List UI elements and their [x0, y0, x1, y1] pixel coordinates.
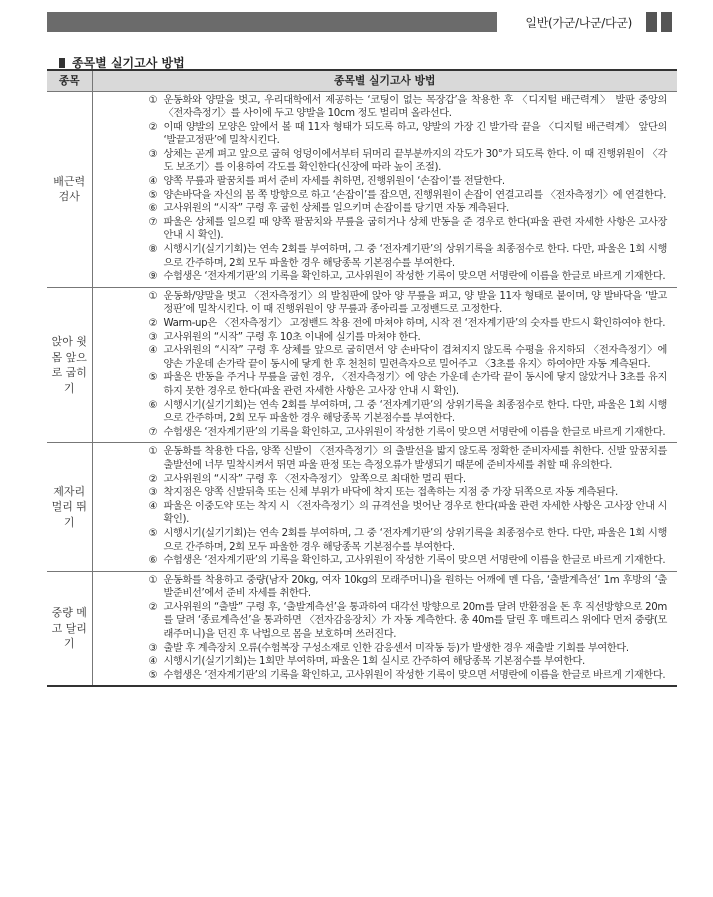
item-number: ④	[148, 656, 158, 668]
method-cell	[92, 571, 677, 686]
item-number: ④	[148, 500, 158, 512]
method-item	[149, 486, 668, 500]
item-text: 상체는 곧게 펴고 앞으로 굽혀 엉덩이에서부터 뒤머리 끝부분까지의 각도가 30°가 되도록 한다. 이 때 진행위원이 〈각도 보조기〉를 이용하여 각도를 확인한다(신장에 따라 높이 조절).	[163, 148, 667, 174]
event-name: 배근력 검사	[47, 91, 92, 287]
header-blocks	[642, 12, 677, 32]
item-number: ①	[148, 574, 158, 586]
method-item	[149, 500, 668, 527]
square-bullet-icon	[59, 58, 65, 68]
item-text: 착지점은 양쪽 신발뒤축 또는 신체 부위가 바닥에 착지 또는 접촉하는 지점 중 가장 뒤쪽으로 자동 계측된다.	[163, 487, 618, 499]
item-number: ⑤	[148, 527, 158, 539]
header-bar	[47, 12, 497, 32]
item-number: ③	[148, 331, 158, 343]
header-block-2	[661, 12, 672, 32]
item-number: ⑥	[148, 555, 158, 567]
item-number: ②	[148, 318, 158, 329]
item-number: ①	[148, 446, 158, 458]
item-number: ⑦	[148, 216, 158, 228]
item-text: 고사위원의 “시작” 구령 후 상체를 앞으로 굽히면서 양 손바닥이 겹쳐지지 않도록 수평을 유지하되 〈전자측정기〉에 양손 가운데 손가락 끝이 동시에 닿게 한 후 천천히 밀련측자으로 밀어주고 〈3초를 유지〉하여야만 자동 계측된다.	[163, 345, 667, 370]
table-header-row	[47, 70, 677, 91]
item-text: 고사위원의 “출발” 구령 후, ‘출발계측선’을 통과하여 대각선 방향으로 20m를 달려 반환점을 돈 후 직선방향으로 20m를 달려 ‘종료계측선’을 통과하면 〈전자감응장치〉가 자동 계측한다. 총 40m를 달린 후 매트리스 위에다 먼저 중량(모래주머니)을 던진 후 낙법으로 몸을 보호하며 쓰러진다.	[163, 601, 667, 641]
event-name: 앉아 윗몸 앞으로 굽히기	[47, 287, 92, 443]
item-text: 시행시기(실기기회)는 연속 2회를 부여하며, 그 중 ‘전자계기판’의 상위기록을 최종점수로 한다. 다만, 파울은 1회 시행으로 간주하며, 2회 모두 파울한 경우 해당종목 기본점수를 부여한다.	[163, 527, 667, 553]
item-text: 고사위원의 “시작” 구령 후 10초 이내에 실기를 마쳐야 한다.	[163, 331, 421, 343]
table-row	[47, 443, 677, 571]
item-number: ⑤	[148, 372, 158, 384]
item-text: 양손바닥을 자신의 몸 쪽 방향으로 하고 ‘손잡이’를 잡으면, 진행위원이 손잡이 연결고리를 〈전자측정기〉에 연결한다.	[163, 189, 666, 201]
method-item	[149, 473, 668, 487]
method-item	[149, 399, 668, 426]
item-text: 시행시기(실기기회)는 1회만 부여하며, 파울은 1회 실시로 간주하여 해당종목 기본점수를 부여한다.	[163, 656, 585, 668]
method-item	[149, 216, 668, 243]
item-text: 양쪽 무릎과 팔꿈치를 펴서 준비 자세를 취하면, 진행위원이 ‘손잡이’를 전달한다.	[163, 176, 505, 188]
item-number: ⑧	[148, 244, 158, 256]
method-item	[149, 148, 668, 175]
method-item	[149, 527, 668, 554]
item-text: 파울은 반동을 주거나 무릎을 굽힌 경우, 〈전자측정기〉에 양손 가운데 손가락 끝이 동시에 닿지 않았거나 3초를 유지하지 못한 경우로 한다(파울 관련 자세한 사항은 고사장 안내 시 확인).	[163, 372, 667, 397]
event-name: 제자리 멀리 뛰기	[47, 443, 92, 571]
section-title-text: 종목별 실기고사 방법	[72, 56, 185, 70]
item-number: ③	[148, 642, 158, 654]
item-number: ⑥	[148, 203, 158, 215]
item-number: ②	[148, 473, 158, 485]
table-row	[47, 91, 677, 287]
page-header	[47, 12, 677, 32]
item-number: ④	[148, 176, 158, 188]
item-number: ⑥	[148, 399, 158, 411]
exam-method-table	[47, 69, 677, 687]
item-text: 운동화를 착용하고 중량(남자 20kg, 여자 10kg의 모래주머니)을 원하는 어깨에 멘 다음, ‘출발계측선’ 1m 후방의 ‘출발준비선’에서 준비 자세를 취한다.	[163, 574, 667, 600]
method-item	[149, 344, 668, 371]
header-gap	[497, 12, 507, 32]
method-item	[149, 121, 668, 148]
method-item	[149, 426, 668, 440]
item-text: 운동화/양말을 벗고 〈전자측정기〉의 발침판에 앉아 양 무릎을 펴고, 양 발을 11자 형태로 붙이며, 양 발바닥을 ‘발고정판’에 밀착시킨다. 이 때 진행위원이 양 무릎과 종아리를 고정밴드로 고정한다.	[163, 290, 667, 316]
header-block-1	[646, 12, 657, 32]
item-text: Warm-up은 〈전자측정기〉 고정밴드 착용 전에 마쳐야 하며, 시작 전 ‘전자계기판’의 숫자를 반드시 확인하여야 한다.	[163, 318, 666, 329]
item-number: ③	[148, 487, 158, 499]
method-item	[149, 554, 668, 568]
column-header-method: 종목별 실기고사 방법	[92, 70, 677, 91]
item-number: ⑦	[148, 426, 158, 438]
item-text: 이때 양발의 모양은 앞에서 볼 때 11자 형태가 되도록 하고, 양발의 가장 긴 발가락 끝을 〈디지털 배근력계〉 앞단의 ‘발끝고정판’에 밀착시킨다.	[163, 121, 667, 147]
method-item	[149, 331, 668, 345]
method-item	[149, 642, 668, 656]
method-item	[149, 270, 668, 284]
item-text: 파울은 상체를 일으킬 때 양쪽 팔꿈치와 무릎을 굽히거나 상체 반동을 준 경우로 한다(파울 관련 자세한 사항은 고사장 안내 시 확인).	[163, 216, 667, 242]
table-row	[47, 287, 677, 443]
item-text: 시행시기(실기기회)는 연속 2회를 부여하며, 그 중 ‘전자계기판’의 상위기록을 최종점수로 한다. 다만, 파울은 1회 시행으로 간주하며, 2회 모두 파울한 경우 해당종목 기본점수를 부여한다.	[163, 244, 667, 269]
method-item	[149, 290, 668, 317]
item-text: 수험생은 ‘전자계기판’의 기록을 확인하고, 고사위원이 작성한 기록이 맞으면 서명란에 이름을 한글로 바르게 기재한다.	[163, 426, 666, 438]
item-text: 출발 후 계측장치 오류(수험복장 구성소재로 인한 감응센서 미작동 등)가 발생한 경우 재출발 기회를 부여한다.	[163, 642, 629, 654]
item-text: 고사위원의 “시작” 구령 후 〈전자측정기〉 앞쪽으로 최대한 멀리 뛴다.	[163, 473, 466, 485]
method-cell	[92, 91, 677, 287]
method-item	[149, 445, 668, 472]
item-text: 파울은 이중도약 또는 착지 시 〈전자측정기〉의 규격선을 벗어난 경우로 한다(파울 관련 자세한 사항은 고사장 안내 시 확인).	[163, 500, 667, 526]
method-item	[149, 669, 668, 683]
item-text: 시행시기(실기기회)는 연속 2회를 부여하며, 그 중 ‘전자계기판’의 상위기록을 최종점수로 한다. 다만, 파울은 1회 시행으로 간주하며, 2회 모두 파울한 경우 해당종목 기본점수를 부여한다.	[163, 399, 667, 425]
method-item	[149, 94, 668, 121]
method-item	[149, 317, 668, 331]
column-header-event: 종목	[47, 70, 92, 91]
item-text: 수험생은 ‘전자계기판’의 기록을 확인하고, 고사위원이 작성한 기록이 맞으면 서명란에 이름을 한글로 바르게 기재한다.	[163, 271, 666, 283]
item-text: 수험생은 ‘전자계기판’의 기록을 확인하고, 고사위원이 작성한 기록이 맞으면 서명란에 이름을 한글로 바르게 기재한다.	[163, 669, 666, 681]
item-number: ②	[148, 121, 158, 133]
table-row	[47, 571, 677, 686]
item-text: 운동화를 착용한 다음, 양쪽 신발이 〈전자측정기〉의 출발선을 밟지 않도록 정확한 준비자세를 취한다. 신발 앞꿈치를 출발선에 너무 밀착시켜서 뛰면 파울 판정 또는 측정오류가 발생되기 때문에 준비자세를 취할 때 유의한다.	[163, 446, 667, 471]
method-item	[149, 371, 668, 398]
item-number: ①	[148, 94, 158, 106]
method-item	[149, 601, 668, 642]
method-cell	[92, 443, 677, 571]
method-item	[149, 655, 668, 669]
method-item	[149, 574, 668, 601]
item-text: 고사위원의 “시작” 구령 후 굽힌 상체를 일으키며 손잡이를 당기면 자동 계측된다.	[163, 203, 509, 215]
item-number: ⑤	[148, 669, 158, 681]
header-label: 일반(가군/나군/다군)	[525, 16, 632, 30]
method-item	[149, 175, 668, 189]
item-number: ③	[148, 148, 158, 160]
event-name: 중량 메고 달리기	[47, 571, 92, 686]
item-number: ①	[148, 290, 158, 302]
item-number: ⑤	[148, 189, 158, 201]
method-item	[149, 202, 668, 216]
method-cell	[92, 287, 677, 443]
item-text: 운동화와 양말을 벗고, 우리대학에서 제공하는 ‘코팅이 없는 목장갑’을 착용한 후 〈디지털 배근력계〉 발판 중앙의 〈전자측정기〉를 사이에 두고 양발을 10cm 정도 벌리며 올라선다.	[163, 94, 667, 120]
item-number: ②	[148, 601, 158, 613]
item-number: ⑨	[148, 271, 158, 283]
table-body	[47, 91, 677, 686]
method-item	[149, 189, 668, 203]
item-number: ④	[148, 345, 158, 357]
method-item	[149, 243, 668, 270]
item-text: 수험생은 ‘전자계기판’의 기록을 확인하고, 고사위원이 작성한 기록이 맞으면 서명란에 이름을 한글로 바르게 기재한다.	[163, 555, 666, 567]
